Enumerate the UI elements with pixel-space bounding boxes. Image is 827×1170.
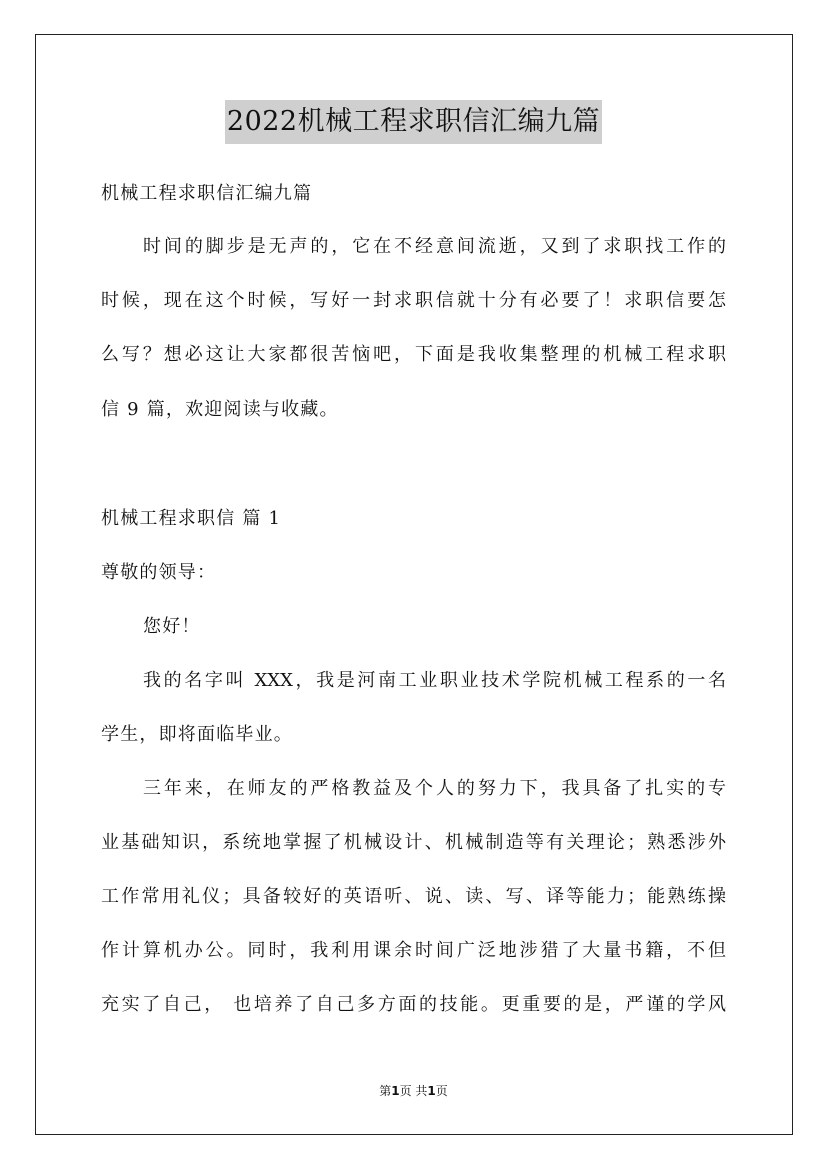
paragraph1-line-1: 我的名字叫 XXX，我是河南工业职业技术学院机械工程系的一名	[143, 670, 726, 691]
paragraph1-line-2: 学生，即将面临毕业。	[101, 724, 293, 745]
subtitle: 机械工程求职信汇编九篇	[101, 183, 313, 204]
greeting: 您好！	[143, 616, 201, 637]
document-title: 2022机械工程求职信汇编九篇	[225, 100, 602, 144]
footer-total-pages: 1	[427, 1084, 436, 1098]
footer-prefix: 第	[379, 1084, 392, 1098]
section-heading: 机械工程求职信 篇 1	[101, 508, 282, 529]
paragraph2-line-5: 充实了自己， 也培养了自己多方面的技能。更重要的是，严谨的学风	[101, 994, 726, 1015]
footer-current-page: 1	[391, 1084, 400, 1098]
footer-middle: 页 共	[399, 1084, 428, 1098]
paragraph2-line-1: 三年来，在师友的严格教益及个人的努力下，我具备了扎实的专	[143, 778, 726, 799]
intro-line-4: 信 9 篇，欢迎阅读与收藏。	[101, 399, 339, 420]
intro-line-3: 么写？想必这让大家都很苦恼吧，下面是我收集整理的机械工程求职	[101, 344, 726, 365]
salutation: 尊敬的领导：	[101, 562, 217, 583]
paragraph2-line-4: 作计算机办公。同时，我利用课余时间广泛地涉猎了大量书籍，不但	[101, 940, 726, 961]
title-container	[0, 100, 827, 144]
paragraph2-line-2: 业基础知识，系统地掌握了机械设计、机械制造等有关理论；熟悉涉外	[101, 832, 726, 853]
intro-line-1: 时间的脚步是无声的，它在不经意间流逝，又到了求职找工作的	[143, 236, 726, 257]
intro-line-2: 时候，现在这个时候，写好一封求职信就十分有必要了！求职信要怎	[101, 290, 726, 311]
paragraph2-line-3: 工作常用礼仪；具备较好的英语听、说、读、写、译等能力；能熟练操	[101, 886, 726, 907]
page-number-footer	[0, 1083, 827, 1099]
footer-suffix: 页	[435, 1084, 448, 1098]
